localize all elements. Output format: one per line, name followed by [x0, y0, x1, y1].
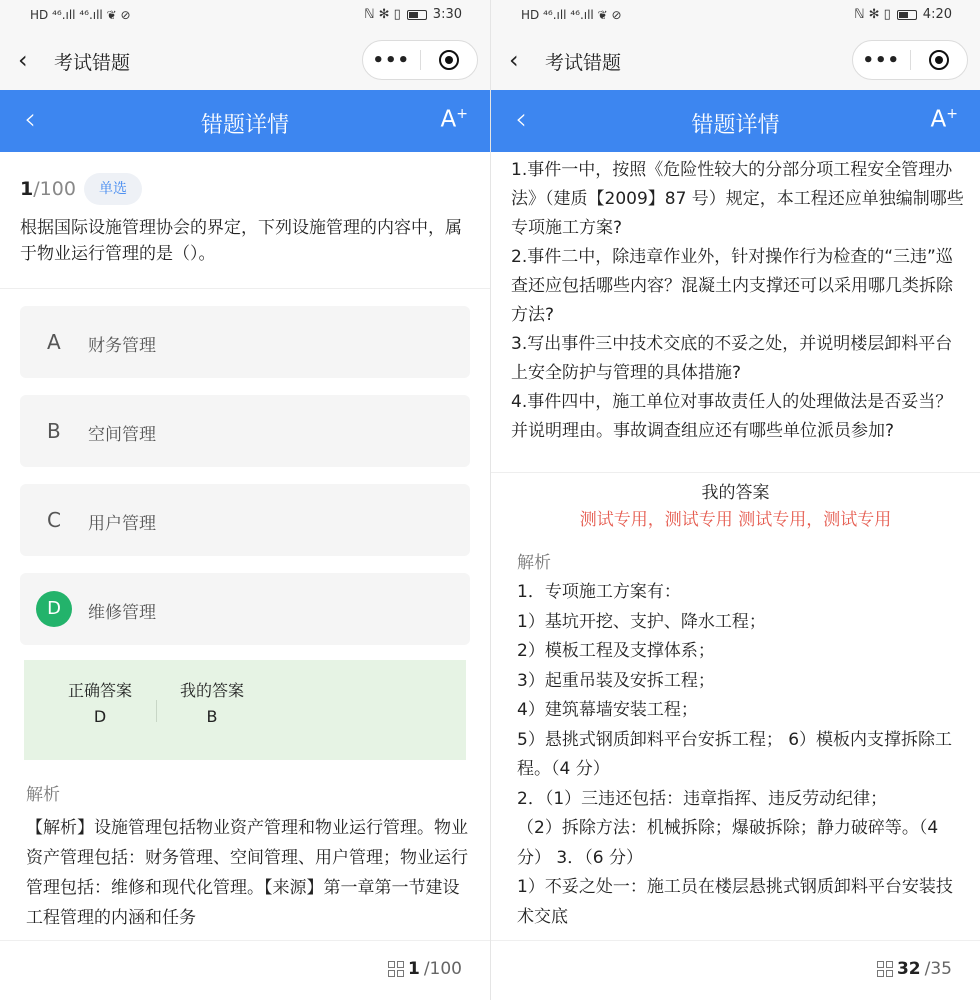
- question-type-tag: 单选: [84, 173, 142, 205]
- bottom-bar: [0, 940, 490, 1000]
- header-title: 错题详情: [200, 113, 289, 138]
- status-bar: [0, 0, 490, 32]
- option-letter: A: [47, 330, 61, 354]
- question-pager[interactable]: 32 /35: [877, 959, 952, 979]
- target-icon: [439, 50, 459, 70]
- option-letter: B: [47, 419, 61, 443]
- screen-right: [490, 0, 980, 1000]
- option-d[interactable]: [20, 573, 470, 645]
- analysis-line: 3）起重吊装及安拆工程；: [517, 670, 715, 691]
- status-icons: ℕ ✻ ▯: [854, 7, 891, 22]
- grid-icon: [388, 961, 404, 977]
- analysis-line: 1）基坑开挖、支护、降水工程；: [517, 611, 766, 632]
- grid-icon: [877, 961, 893, 977]
- option-text: 空间管理: [88, 425, 156, 445]
- mini-program-titlebar: [491, 32, 980, 90]
- analysis-line: （2）拆除方法：机械拆除；爆破拆除；静力破碎等。（4 分） 3．（6 分）: [517, 818, 939, 868]
- signal-icons: HD ⁴⁶.ıll ⁴⁶.ıll ❦ ⊘: [30, 8, 131, 22]
- option-c[interactable]: [20, 484, 470, 556]
- signal-icons: HD ⁴⁶.ıll ⁴⁶.ıll ❦ ⊘: [521, 8, 622, 22]
- correct-answer-value: D: [93, 707, 107, 726]
- question-pager[interactable]: 1 /100: [388, 959, 462, 979]
- my-answer-label: 我的答案: [701, 483, 770, 503]
- analysis-line: 2）模板工程及支撑体系；: [517, 641, 715, 661]
- option-b[interactable]: [20, 395, 470, 467]
- font-size-button[interactable]: A+: [930, 106, 958, 133]
- correct-option-badge: D: [36, 591, 72, 627]
- status-time: 4:20: [922, 7, 952, 22]
- header-title: 错题详情: [691, 113, 780, 138]
- capsule-menu: [362, 40, 478, 80]
- question-counter: 1/100: [20, 178, 76, 200]
- target-icon: [929, 50, 949, 70]
- option-text: 用户管理: [88, 514, 156, 534]
- analysis-line: 4）建筑幕墙安装工程；: [517, 700, 698, 720]
- question-text: [511, 156, 966, 446]
- status-bar: [491, 0, 980, 32]
- my-answer-value: B: [206, 707, 218, 726]
- my-answer-label: 我的答案: [179, 681, 244, 700]
- option-text: 维修管理: [88, 603, 156, 623]
- analysis-text: 【解析】设施管理包括物业资产管理和物业运行管理。物业资产管理包括：财务管理、空间管理、用户管理；物业运行管理包括：维修和现代化管理。【来源】第一章第一节建设工程管理的内涵和任务: [26, 818, 468, 928]
- option-text: 财务管理: [88, 336, 156, 356]
- option-letter: C: [47, 508, 61, 532]
- detail-header: [0, 90, 490, 152]
- analysis-label: 解析: [517, 553, 551, 573]
- more-icon[interactable]: •••: [372, 49, 411, 71]
- question-line: 3.写出事件三中技术交底的不妥之处，并说明楼层卸料平台上安全防护与管理的具体措施?: [511, 334, 953, 383]
- close-miniprogram-button[interactable]: [420, 50, 477, 70]
- answer-summary: [24, 660, 466, 760]
- mini-program-titlebar: [0, 32, 490, 90]
- analysis-label: 解析: [26, 785, 60, 805]
- question-text: 根据国际设施管理协会的界定，下列设施管理的内容中，属于物业运行管理的是（）。: [20, 218, 462, 264]
- back-icon[interactable]: ‹: [509, 46, 519, 74]
- question-line: 4.事件四中，施工单位对事故责任人的处理做法是否妥当？并说明理由。事故调查组应还有哪些单位派员参加?: [511, 392, 953, 441]
- analysis-line: 2．（1）三违还包括：违章指挥、违反劳动纪律；: [517, 788, 888, 809]
- battery-icon: [897, 10, 917, 20]
- question-line: 1.事件一中，按照《危险性较大的分部分项工程安全管理办法》（建质【2009】87 号）规定，本工程还应单独编制哪些专项施工方案?: [511, 160, 964, 238]
- correct-answer-label: 正确答案: [67, 681, 132, 700]
- close-miniprogram-button[interactable]: [910, 50, 967, 70]
- battery-icon: [407, 10, 427, 20]
- more-icon[interactable]: •••: [862, 49, 901, 71]
- page-title: 考试错题: [54, 52, 131, 74]
- analysis-text: [517, 578, 957, 932]
- option-a[interactable]: [20, 306, 470, 378]
- check-icon: ✔: [52, 611, 68, 632]
- analysis-line: 1．专项施工方案有：: [517, 582, 681, 602]
- detail-header: [491, 90, 980, 152]
- page-title: 考试错题: [545, 52, 622, 74]
- header-back-icon[interactable]: ‹: [515, 102, 527, 137]
- header-back-icon[interactable]: ‹: [24, 102, 36, 137]
- back-icon[interactable]: ‹: [18, 46, 28, 74]
- status-time: 3:30: [432, 7, 462, 22]
- analysis-line: 1）不妥之处一：施工员在楼层悬挑式钢质卸料平台安装技术交底: [517, 877, 953, 927]
- question-line: 2.事件二中，除违章作业外，针对操作行为检查的“三违”巡查还应包括哪些内容？混凝土内支撑还可以采用哪几类拆除方法?: [511, 247, 953, 325]
- capsule-menu: [852, 40, 968, 80]
- bottom-bar: [491, 940, 980, 1000]
- my-answer-text: 测试专用，测试专用 测试专用，测试专用: [579, 510, 892, 530]
- status-icons: ℕ ✻ ▯: [364, 7, 401, 22]
- font-size-button[interactable]: A+: [440, 106, 468, 133]
- analysis-line: 5）悬挑式钢质卸料平台安拆工程； 6）模板内支撑拆除工程。（4 分）: [517, 729, 953, 779]
